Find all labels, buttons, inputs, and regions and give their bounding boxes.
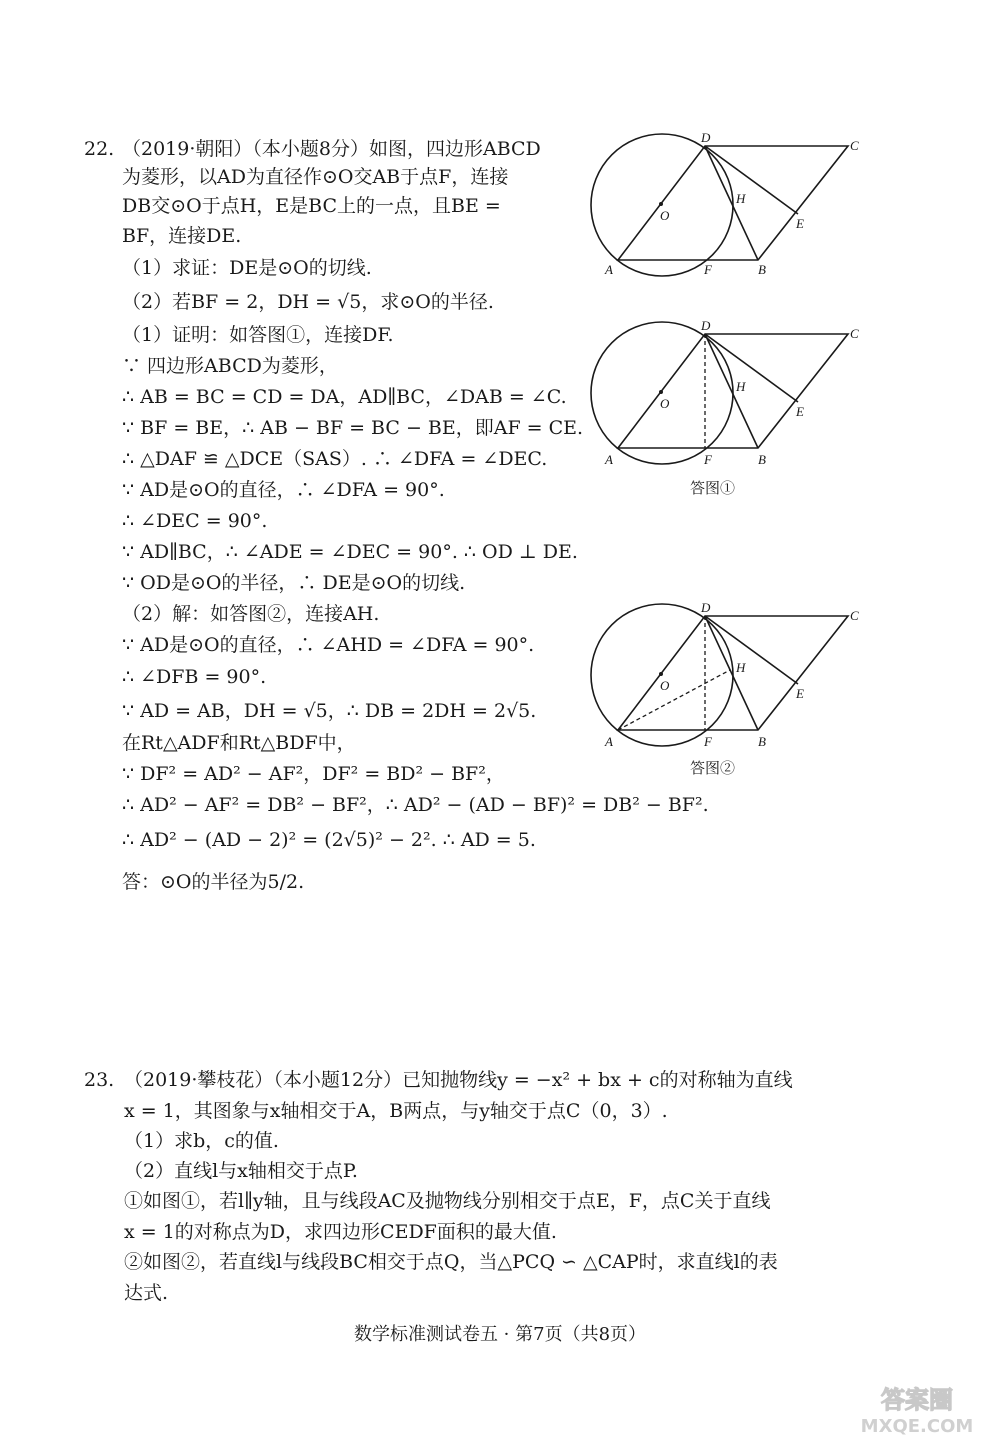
page-footer: 数学标准测试卷五 · 第7页（共8页） [353, 1324, 647, 1345]
q22-line: ∵ OD是⊙O的半径，∴ DE是⊙O的切线. [122, 572, 466, 594]
label-C: C [850, 608, 859, 623]
q22-line: ∵ BF = BE，∴ AB − BF = BC − BE，即AF = CE. [122, 417, 584, 439]
label-F: F [704, 452, 712, 467]
svg-text:MXQE.COM: MXQE.COM [860, 1416, 974, 1437]
label-O: O [660, 678, 670, 693]
q22-line: ∴ AD² − AF² = DB² − BF²，∴ AD² − (AD − BF)² = DB² − BF². [122, 794, 709, 816]
label-A: A [605, 452, 613, 467]
q23-line: （2）直线l与x轴相交于点P. [124, 1160, 358, 1182]
label-A: A [605, 262, 613, 277]
label-D: D [701, 130, 711, 145]
q22-line: （2019·朝阳）（本小题8分）如图，四边形ABCD [122, 138, 541, 160]
q22-line: （1）求证：DE是⊙O的切线. [122, 257, 372, 279]
question-22-number: 22. [84, 138, 115, 160]
q22-line: ∵ DF² = AD² − AF²，DF² = BD² − BF²， [122, 763, 505, 785]
q23-line: ①如图①，若l∥y轴，且与线段AC及抛物线分别相交于点E，F，点C关于直线 [124, 1190, 771, 1212]
label-C: C [850, 138, 859, 153]
q22-line: BF，连接DE. [122, 225, 242, 247]
label-E: E [796, 404, 804, 419]
q23-line: 达式. [124, 1282, 169, 1304]
label-H: H [736, 379, 746, 394]
q23-line: x = 1，其图象与x轴相交于A，B两点，与y轴交于点C（0，3）. [124, 1100, 668, 1122]
label-O: O [660, 396, 670, 411]
q22-line: ∵ AD∥BC，∴ ∠ADE = ∠DEC = 90°. ∴ OD ⊥ DE. [122, 541, 578, 563]
label-D: D [701, 318, 711, 333]
q22-line: ∴ ∠DFB = 90°. [122, 666, 267, 688]
question-23-number: 23. [84, 1069, 115, 1091]
watermark-logo [852, 1378, 982, 1438]
q22-line: ∵ AD是⊙O的直径，∴ ∠AHD = ∠DFA = 90°. [122, 634, 535, 656]
q23-line: x = 1的对称点为D，求四边形CEDF面积的最大值. [124, 1221, 557, 1243]
label-A: A [605, 734, 613, 749]
label-O: O [660, 208, 670, 223]
q22-line: ∵ 四边形ABCD为菱形， [122, 355, 338, 377]
q22-line: ∵ AD = AB，DH = √5，∴ DB = 2DH = 2√5. [122, 700, 537, 722]
figure-answer-2 [580, 600, 870, 750]
q22-line: （2）解：如答图②，连接AH. [122, 603, 380, 625]
figure-rhombus-circle [580, 130, 870, 280]
q23-line: （1）求b，c的值. [124, 1130, 279, 1152]
q22-line: ∵ AD是⊙O的直径，∴ ∠DFA = 90°. [122, 479, 445, 501]
label-F: F [704, 262, 712, 277]
caption-answer-2: 答图② [690, 759, 736, 777]
q23-line: （2019·攀枝花）（本小题12分）已知抛物线y = −x² + bx + c的对称轴为直线 [124, 1069, 793, 1091]
label-E: E [796, 686, 804, 701]
q22-line: ∴ △DAF ≌ △DCE（SAS）. ∴ ∠DFA = ∠DEC. [122, 448, 548, 470]
q22-line: 为菱形，以AD为直径作⊙O交AB于点F，连接 [122, 166, 509, 188]
q22-line: （2）若BF = 2，DH = √5，求⊙O的半径. [122, 291, 494, 313]
label-E: E [796, 216, 804, 231]
caption-answer-1: 答图① [690, 479, 736, 497]
label-B: B [758, 452, 766, 467]
label-F: F [704, 734, 712, 749]
q22-line: ∴ ∠DEC = 90°. [122, 510, 268, 532]
figure-answer-1 [580, 318, 870, 468]
svg-text:答案圈: 答案圈 [881, 1386, 953, 1414]
q22-line: （1）证明：如答图①，连接DF. [122, 324, 394, 346]
q22-line: 在Rt△ADF和Rt△BDF中， [122, 732, 356, 754]
label-H: H [736, 191, 746, 206]
q23-line: ②如图②，若直线l与线段BC相交于点Q，当△PCQ ∽ △CAP时，求直线l的表 [124, 1251, 778, 1273]
label-D: D [701, 600, 711, 615]
q22-line: ∴ AB = BC = CD = DA，AD∥BC，∠DAB = ∠C. [122, 386, 567, 408]
q22-line: ∴ AD² − (AD − 2)² = (2√5)² − 2². ∴ AD = 5. [122, 829, 536, 851]
q22-line: 答：⊙O的半径为5/2. [122, 871, 305, 893]
label-B: B [758, 734, 766, 749]
label-H: H [736, 660, 746, 675]
label-B: B [758, 262, 766, 277]
label-C: C [850, 326, 859, 341]
q22-line: DB交⊙O于点H，E是BC上的一点，且BE = [122, 195, 501, 217]
